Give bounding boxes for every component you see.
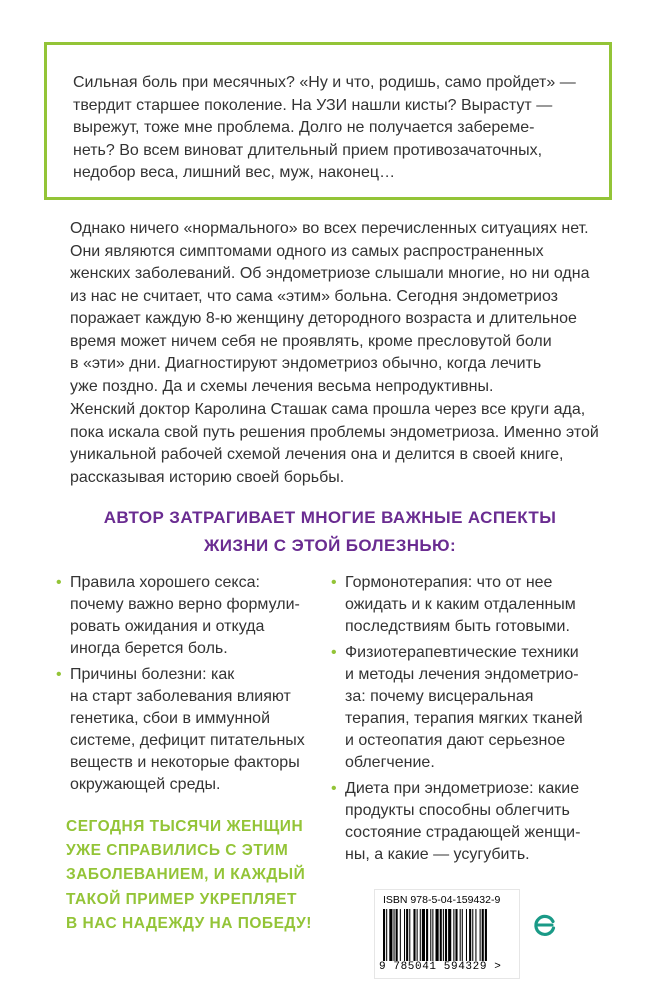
barcode-bar — [406, 909, 408, 961]
text-line: состояние страдающей женщи- — [345, 824, 581, 841]
barcode-bar — [417, 909, 418, 961]
text-line: ТАКОЙ ПРИМЕР УКРЕПЛЯЕТ — [66, 890, 297, 908]
text-line: продукты способны облегчить — [345, 802, 570, 819]
text-line: ровать ожидания и откуда — [70, 618, 265, 635]
text-line: УЖЕ СПРАВИЛИСЬ С ЭТИМ — [66, 842, 289, 860]
text-line: вырежут, тоже мне проблема. Долго не получается забереме- — [73, 119, 535, 136]
barcode-bar — [469, 909, 471, 961]
list-item — [331, 642, 583, 774]
text-line: недобор веса, лишний вес, муж, наконец… — [73, 164, 396, 181]
barcode-bar — [485, 909, 487, 961]
text-line: Причины болезни: как — [70, 666, 235, 683]
barcode-bar — [404, 909, 405, 961]
text-line: время может ничем себя не проявлять, кроме пресловутой боли — [70, 332, 552, 350]
text-line: иногда берется боль. — [70, 640, 228, 657]
barcode-bar — [386, 909, 387, 961]
text-line: пока искала свой путь решения проблемы эндометриоза. Именно этой — [70, 423, 599, 441]
text-line: за: почему висцеральная — [345, 688, 534, 705]
barcode-bar — [430, 909, 431, 961]
text-line: генетика, сбои в иммунной — [70, 710, 271, 727]
text-line: ЗАБОЛЕВАНИЕМ, И КАЖДЫЙ — [66, 866, 306, 884]
text-line: и остеопатия дают серьезное — [345, 732, 566, 749]
text-line: в «эти» дни. Диагностируют эндометриоз обычно, когда лечить — [70, 355, 542, 372]
barcode-bar — [436, 909, 439, 961]
barcode-bar — [383, 909, 385, 961]
barcode-bar — [409, 909, 410, 961]
text-line: уже поздно. Да и схемы лечения весьма непродуктивны. — [70, 377, 494, 395]
text-line: из нас не считает, что сама «этим» больна. Сегодня эндометриоз — [70, 287, 559, 305]
list-item — [56, 572, 300, 660]
text-line: Диета при эндометриозе: какие — [345, 780, 580, 797]
barcode-bar — [460, 909, 461, 961]
text-line: ны, а какие — усугубить. — [345, 846, 530, 863]
heading-line: АВТОР ЗАТРАГИВАЕТ МНОГИЕ ВАЖНЫЕ АСПЕКТЫ — [103, 508, 557, 527]
text-line: поражает каждую 8-ю женщину детородного возраста и длительное — [70, 310, 577, 327]
text-line: Сильная боль при месячных? «Ну и что, родишь, само пройдет» — — [73, 74, 576, 91]
text-line: Физиотерапевтические техники — [345, 644, 579, 661]
bullet-icon: • — [331, 644, 337, 661]
text-line: Они являются симптомами одного из самых распространенных — [70, 242, 544, 260]
barcode-bar — [422, 909, 425, 961]
barcode-bar — [462, 909, 463, 961]
barcode-bar — [448, 909, 451, 961]
intro-callout-box — [44, 42, 612, 200]
text-line: и методы лечения эндометрио- — [345, 666, 579, 683]
intro-callout-text — [73, 72, 595, 185]
barcode-bar — [400, 909, 401, 961]
text-line: облегчение. — [345, 754, 435, 771]
barcode-bar — [443, 909, 444, 961]
text-line: почему важно верно формули- — [70, 596, 300, 613]
highlight-statement — [66, 815, 312, 936]
text-line: В НАС НАДЕЖДУ НА ПОБЕДУ! — [66, 914, 312, 932]
isbn-label: ISBN 978-5-04-159432-9 — [383, 894, 501, 906]
text-line: СЕГОДНЯ ТЫСЯЧИ ЖЕНЩИН — [66, 818, 304, 835]
description-paragraph-1 — [70, 218, 630, 398]
text-line: Правила хорошего секса: — [70, 574, 260, 591]
text-line: неть? Во всем виноват длительный прием противозачаточных, — [73, 141, 543, 159]
list-item — [56, 664, 305, 796]
barcode-bar — [482, 909, 484, 961]
text-line: уникальной рабочей схемой лечения она и делится в своей книге, — [70, 446, 564, 463]
text-line: последствиям быть готовыми. — [345, 618, 570, 635]
barcode-bar — [475, 909, 476, 961]
barcode-bar — [413, 909, 415, 961]
aspects-heading — [0, 504, 660, 560]
barcode-image — [381, 909, 515, 961]
barcode-digits: 9 785041 594329 > — [379, 961, 502, 973]
barcode-bar — [440, 909, 442, 961]
text-line: окружающей среды. — [70, 776, 221, 793]
bullet-icon: • — [331, 780, 337, 797]
heading-line: ЖИЗНИ С ЭТОЙ БОЛЕЗНЬЮ: — [203, 536, 457, 555]
text-line: ожидать и к каким отдаленным — [345, 596, 576, 613]
barcode-bar — [466, 909, 467, 961]
list-item — [331, 572, 576, 638]
description-paragraph-2 — [70, 399, 630, 489]
barcode-bar — [453, 909, 454, 961]
bullet-icon: • — [56, 574, 62, 591]
barcode-bar — [396, 909, 398, 961]
barcode-bar — [480, 909, 481, 961]
text-line: Женский доктор Каролина Сташак сама прошла через все круги ада, — [70, 401, 586, 418]
barcode-bar — [432, 909, 433, 961]
barcode-bar — [472, 909, 473, 961]
bullet-icon: • — [331, 574, 337, 591]
text-line: терапия, терапия мягких тканей — [345, 710, 583, 727]
text-line: Гормонотерапия: что от нее — [345, 574, 553, 591]
eksmo-logo-icon — [532, 912, 558, 938]
barcode-bar — [394, 909, 395, 961]
barcode-bar — [445, 909, 447, 961]
isbn-barcode-block — [374, 889, 520, 979]
text-line: твердит старшее поколение. На УЗИ нашли кисты? Вырастут — — [73, 96, 553, 114]
barcode-bar — [389, 909, 392, 961]
text-line: рассказывая историю своей борьбы. — [70, 468, 345, 486]
text-line: женских заболеваний. Об эндометриозе слышали многие, но ни одна — [70, 265, 590, 282]
text-line: Однако ничего «нормального» во всех перечисленных ситуациях нет. — [70, 220, 589, 237]
text-line: системе, дефицит питательных — [70, 732, 305, 749]
text-line: веществ и некоторые факторы — [70, 754, 300, 771]
barcode-bar — [426, 909, 428, 961]
list-item — [331, 778, 581, 866]
barcode-bar — [455, 909, 457, 961]
barcode-bar — [420, 909, 421, 961]
text-line: на старт заболевания влияют — [70, 688, 291, 705]
bullet-icon: • — [56, 666, 62, 683]
